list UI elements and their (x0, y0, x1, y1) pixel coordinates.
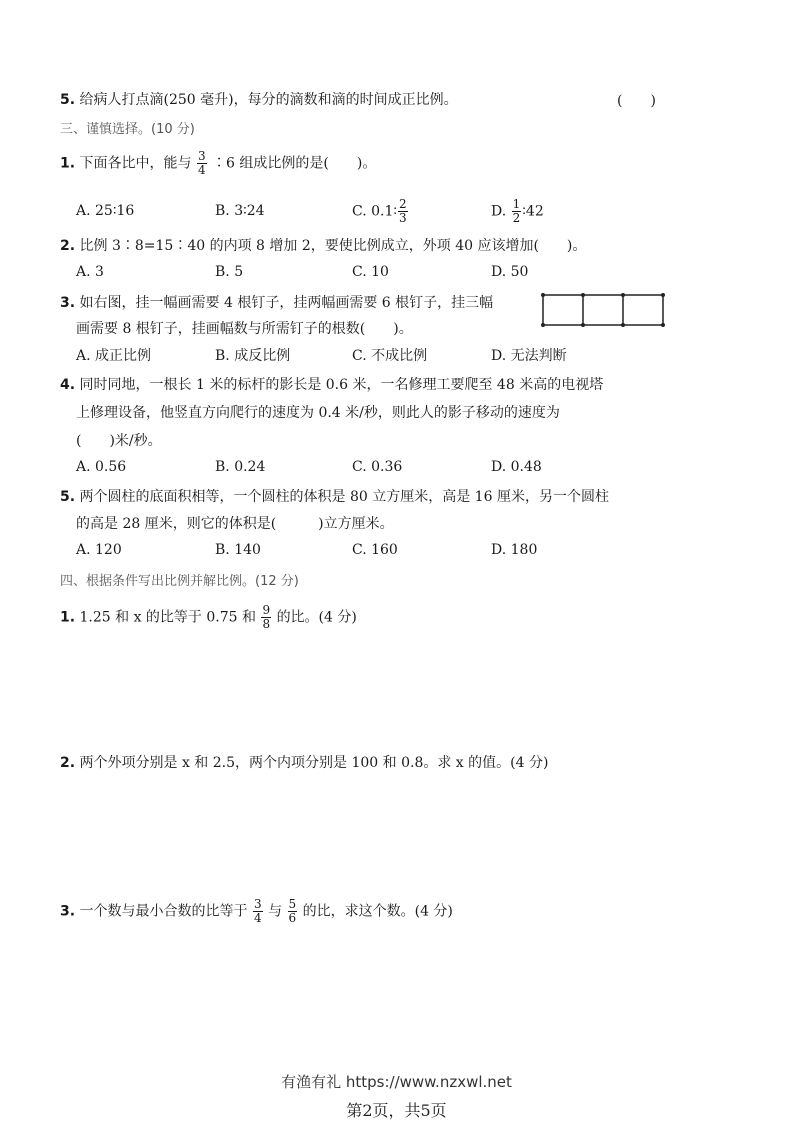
denominator: 4 (253, 911, 262, 925)
options-q5 (76, 537, 596, 563)
nail-dot (661, 323, 665, 327)
question-text-line3: ( )米/秒。 (76, 433, 162, 449)
answer-paren: ( ) (617, 93, 656, 109)
question-text: 与 (268, 903, 283, 920)
options-q1 (76, 198, 596, 224)
solve-question-3 (60, 898, 453, 925)
denominator: 4 (197, 163, 206, 177)
option-text: D. (491, 203, 511, 220)
denominator: 6 (288, 911, 297, 925)
option-d (491, 198, 544, 225)
question-number: 1. (60, 609, 76, 626)
choice-question-1 (60, 150, 376, 177)
denominator: 2 (512, 211, 521, 225)
options-q4 (76, 454, 596, 480)
option-d: D. 180 (491, 542, 538, 558)
nail-dot (541, 293, 545, 297)
question-text: 的比。(4 分) (276, 609, 357, 626)
question-text: 比例 3∶8=15∶40 的内项 8 增加 2，要使比例成立，外项 40 应该增加( )。 (79, 238, 587, 254)
option-text: C. 0.1∶ (352, 203, 398, 220)
solve-question-1 (60, 604, 357, 631)
option-b: B. 5 (215, 264, 244, 280)
fraction (288, 898, 298, 925)
denominator: 8 (262, 617, 271, 631)
nail-dot (581, 293, 585, 297)
option-c: C. 160 (352, 542, 398, 558)
question-number: 4. (60, 377, 76, 393)
fraction (261, 604, 271, 631)
numerator: 5 (288, 897, 297, 911)
option-b: B. 成反比例 (215, 348, 291, 364)
question-text: 一个数与最小合数的比等于 (79, 903, 248, 920)
nails-frames-figure (541, 292, 665, 328)
question-number: 1. (60, 155, 76, 172)
numerator: 9 (262, 603, 271, 617)
option-a: A. 3 (76, 264, 104, 280)
option-c: C. 0.36 (352, 459, 403, 475)
option-text: ∶42 (522, 203, 544, 220)
question-text: 两个圆柱的底面积相等，一个圆柱的体积是 80 立方厘米，高是 16 厘米，另一个圆柱 (79, 489, 609, 505)
options-q2 (76, 259, 596, 285)
nail-dot (581, 323, 585, 327)
nail-dot (541, 323, 545, 327)
question-text: 如右图，挂一幅画需要 4 根钉子，挂两幅画需要 6 根钉子，挂三幅 (79, 295, 494, 311)
question-text: ∶6 组成比例的是( )。 (212, 155, 377, 172)
section-4-title: 四、根据条件写出比例并解比例。(12 分) (60, 574, 299, 589)
numerator: 3 (253, 897, 262, 911)
watermark-text: 有渔有礼 https://www.nzxwl.net (281, 1073, 512, 1091)
nail-dot (661, 293, 665, 297)
solve-question-2 (60, 753, 548, 773)
nail-dot (621, 323, 625, 327)
judge-question-5 (60, 90, 458, 110)
numerator: 2 (399, 197, 407, 211)
option-a: A. 120 (76, 542, 122, 558)
question-text-line2: 画需要 8 根钉子，挂画幅数与所需钉子的根数( )。 (76, 321, 413, 337)
fraction (398, 198, 408, 225)
nail-dot (621, 293, 625, 297)
option-c: C. 不成比例 (352, 348, 428, 364)
frame-outline (543, 295, 663, 325)
question-text: 同时同地，一根长 1 米的标杆的影长是 0.6 米，一名修理工要爬至 48 米高的电视塔 (79, 377, 604, 393)
question-number: 3. (60, 295, 76, 311)
fraction (197, 150, 207, 177)
question-text: 的比，求这个数。(4 分) (302, 903, 453, 920)
question-number: 3. (60, 903, 76, 920)
question-text-line2: 的高是 28 厘米，则它的体积是( )立方厘米。 (76, 516, 394, 532)
fraction (512, 198, 522, 225)
option-a: A. 成正比例 (76, 348, 152, 364)
question-text: 两个外项分别是 x 和 2.5，两个内项分别是 100 和 0.8。求 x 的值。(4 分) (79, 755, 549, 771)
option-d: D. 50 (491, 264, 529, 280)
option-c: C. 10 (352, 264, 389, 280)
question-text-line2: 上修理设备，他竖直方向爬行的速度为 0.4 米/秒，则此人的影子移动的速度为 (76, 405, 560, 421)
option-a: A. 0.56 (76, 459, 127, 475)
options-q3 (76, 343, 596, 369)
question-text: 1.25 和 x 的比等于 0.75 和 (79, 609, 257, 626)
question-text: 下面各比中，能与 (79, 155, 192, 172)
fraction (253, 898, 263, 925)
section-3-title: 三、谨慎选择。(10 分) (60, 122, 195, 137)
option-d: D. 0.48 (491, 459, 542, 475)
choice-question-5 (60, 487, 609, 507)
numerator: 3 (197, 149, 206, 163)
choice-question-3 (60, 293, 493, 313)
question-text: 给病人打点滴(250 毫升)，每分的滴数和滴的时间成正比例。 (79, 92, 458, 108)
question-number: 5. (60, 92, 76, 108)
option-b: B. 0.24 (215, 459, 266, 475)
question-number: 2. (60, 755, 76, 771)
option-c (352, 198, 409, 225)
question-number: 5. (60, 489, 76, 505)
choice-question-4 (60, 375, 603, 395)
numerator: 1 (512, 197, 521, 211)
choice-question-2 (60, 236, 586, 256)
page-number: 第2页，共5页 (346, 1101, 447, 1120)
option-d: D. 无法判断 (491, 348, 567, 364)
denominator: 3 (399, 211, 407, 225)
option-a: A. 25∶16 (76, 203, 135, 219)
option-b: B. 140 (215, 542, 261, 558)
option-b: B. 3∶24 (215, 203, 265, 219)
question-number: 2. (60, 238, 76, 254)
